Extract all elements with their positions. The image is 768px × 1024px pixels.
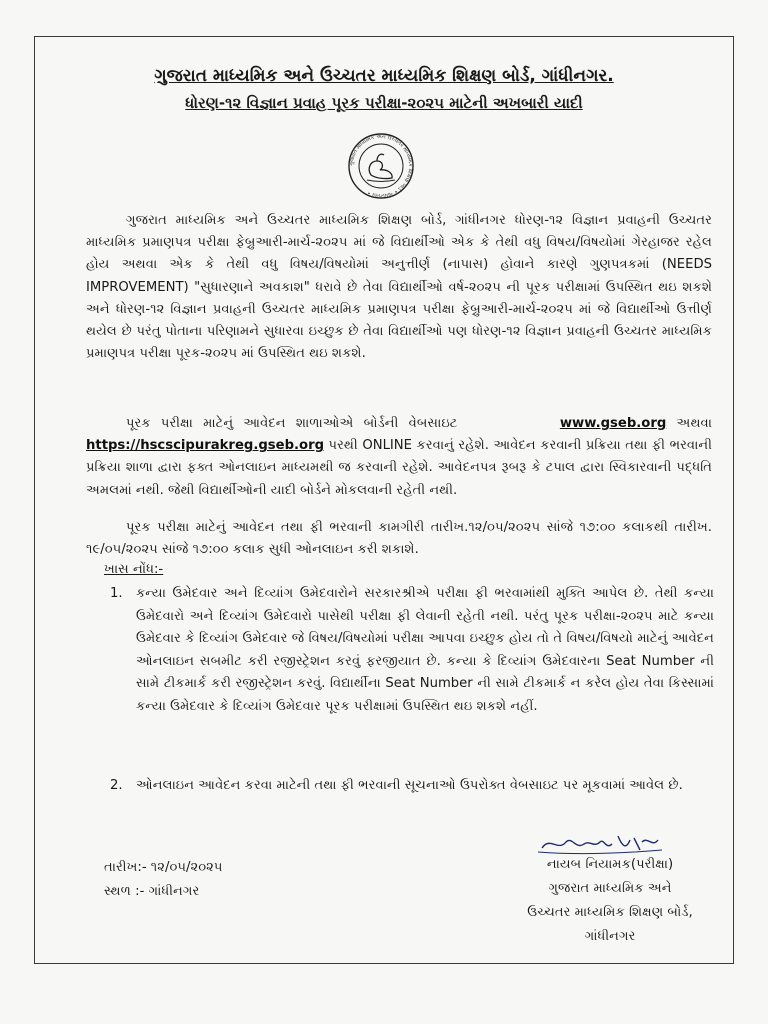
signatory-block: [510, 853, 710, 949]
board-seal-icon: [337, 133, 425, 199]
document-title: ગુજરાત માધ્યમિક અને ઉચ્ચતર માધ્યમિક શિક્ષણ બોર્ડ, ગાંધીનગર.: [154, 66, 614, 86]
gseb-website-link[interactable]: www.gseb.org: [559, 416, 667, 431]
paragraph-application-text-1: પૂરક પરીક્ષા માટેનું આવેદન શાળાઓએ બોર્ડની વેબસાઇટ: [126, 416, 458, 431]
paragraph-schedule: પૂરક પરીક્ષા માટેનું આવેદન તથા ફી ભરવાની કામગીરી તારીખ.૧૨/૦૫/૨૦૨૫ સાંજે ૧૭:૦૦ કલાકથી તારીખ. ૧૯/૦૫/૨૦૨૫ સાંજે ૧૭:૦૦ કલાક સુધી ઓનલાઇન કરી શકાશે.: [86, 520, 712, 558]
issue-place: સ્થળ :- ગાંધીનગર: [104, 884, 200, 899]
paragraph-application-or: અથવા: [676, 416, 713, 431]
note-text: ઓનલાઇન આવેદન કરવા માટેની તથા ફી ભરવાની સૂચનાઓ ઉપરોક્ત વેબસાઇટ પર મૂકવામાં આવેલ છે.: [136, 778, 683, 793]
note-item: [110, 775, 714, 798]
hsc-registration-link[interactable]: https://hscscipurakreg.gseb.org: [86, 438, 325, 454]
document-subtitle: ધોરણ-૧૨ વિજ્ઞાન પ્રવાહ પૂરક પરીક્ષા-૨૦૨૫ માટેની અખબારી યાદી: [185, 94, 583, 112]
issue-date: તારીખ:- ૧૨/૦૫/૨૦૨૫: [104, 860, 223, 875]
svg-text:ગુજરાત માધ્યમિક અને ઉચ્ચતર માધ: ગુજરાત માધ્યમિક અને ઉચ્ચતર માધ્યમિક શિક્ષણ બોર્ડ • ગાંધીનગર •: [348, 133, 414, 199]
paragraph-application-text-2: પરથી ONLINE કરવાનું રહેશે. આવેદન કરવાની પ્રક્રિયા તથા ફી ભરવાની પ્રક્રિયા શાળા દ્વારા ફક્ત ઓનલાઇન માધ્યમથી જ કરવાની રહેશે. આવેદનપત્ર રૂબરૂ કે ટપાલ દ્વારા સ્વિકારવાની પદ્ધતિ અમલમાં નથી. જેથી વિદ્યાર્થીઓની યાદી બોર્ડને મોકલવાની રહેતી નથી.: [86, 438, 712, 498]
note-number: 1.: [110, 586, 123, 601]
signatory-designation: નાયબ નિયામક(પરીક્ષા): [546, 857, 674, 872]
note-text: કન્યા ઉમેદવાર અને દિવ્યાંગ ઉમેદવારોને સરકારશ્રીએ પરીક્ષા ફી ભરવામાંથી મુક્તિ આપેલ છે. તેથી કન્યા ઉમેદવારો અને દિવ્યાંગ ઉમેદવારો પાસેથી પરીક્ષા ફી લેવાની રહેતી નથી. પરંતુ પૂરક પરીક્ષા-૨૦૨૫ માટે કન્યા ઉમેદવાર કે દિવ્યાંગ ઉમેદવાર જે વિષય/વિષયોમાં પરીક્ષા આપવા ઇચ્છુક હોય તો તે વિષય/વિષયો માટેનું આવેદન ઓનલાઇન સબમીટ કરી રજીસ્ટ્રેશન કરવું ફરજીયાત છે. કન્યા કે દિવ્યાંગ ઉમેદવારના Seat Number ની સામે ટીકમાર્ક કરી રજીસ્ટ્રેશન કરવું. વિદ્યાર્થીના Seat Number ની સામે ટીકમાર્ક ન કરેલ હોય તેવા કિસ્સામાં કન્યા ઉમેદવાર કે દિવ્યાંગ ઉમેદવાર પૂરક પરીક્ષામાં ઉપસ્થિત થઇ શકશે નહીં.: [136, 586, 714, 714]
notes-heading: ખાસ નોંધ:-: [104, 562, 164, 577]
note-number: 2.: [110, 778, 123, 793]
note-item: [110, 583, 714, 719]
signatory-org-line-3: ગાંધીનગર: [584, 929, 636, 944]
paragraph-application: [86, 413, 712, 502]
paragraph-eligibility: ગુજરાત માધ્યમિક અને ઉચ્ચતર માધ્યમિક શિક્ષણ બોર્ડ, ગાંધીનગર ધોરણ-૧૨ વિજ્ઞાન પ્રવાહની ઉચ્ચતર માધ્યમિક પ્રમાણપત્ર પરીક્ષા ફેબ્રુઆરી-માર્ચ-૨૦૨૫ માં જે વિદ્યાર્થીઓ એક કે તેથી વધુ વિષય/વિષયોમાં ગેરહાજર રહેલ હોય અથવા એક કે તેથી વધુ વિષય/વિષયોમાં અનુત્તીર્ણ (નાપાસ) હોવાને કારણે ગુણપત્રકમાં (NEEDS IMPROVEMENT) "સુધારણાને અવકાશ" ધરાવે છે તેવા વિદ્યાર્થીઓ વર્ષ-૨૦૨૫ ની પૂરક પરીક્ષામાં ઉપસ્થિત થઇ શકશે અને ધોરણ-૧૨ વિજ્ઞાન પ્રવાહની ઉચ્ચતર માધ્યમિક પ્રમાણપત્ર પરીક્ષા ફેબ્રુઆરી-માર્ચ-૨૦૨૫ માં જે વિદ્યાર્થીઓ ઉત્તીર્ણ થયેલ છે પરંતુ પોતાના પરિણામને સુધારવા ઇચ્છુક છે તેવા વિદ્યાર્થીઓ પણ ધોરણ-૧૨ વિજ્ઞાન પ્રવાહની ઉચ્ચતર માધ્યમિક પ્રમાણપત્ર પરીક્ષા પૂરક-૨૦૨૫ માં ઉપસ્થિત થઇ શકશે.: [86, 213, 712, 362]
signatory-org-line-2: ઉચ્ચતર માધ્યમિક શિક્ષણ બોર્ડ,: [527, 905, 693, 920]
signatory-org-line-1: ગુજરાત માધ્યમિક અને: [548, 881, 672, 896]
